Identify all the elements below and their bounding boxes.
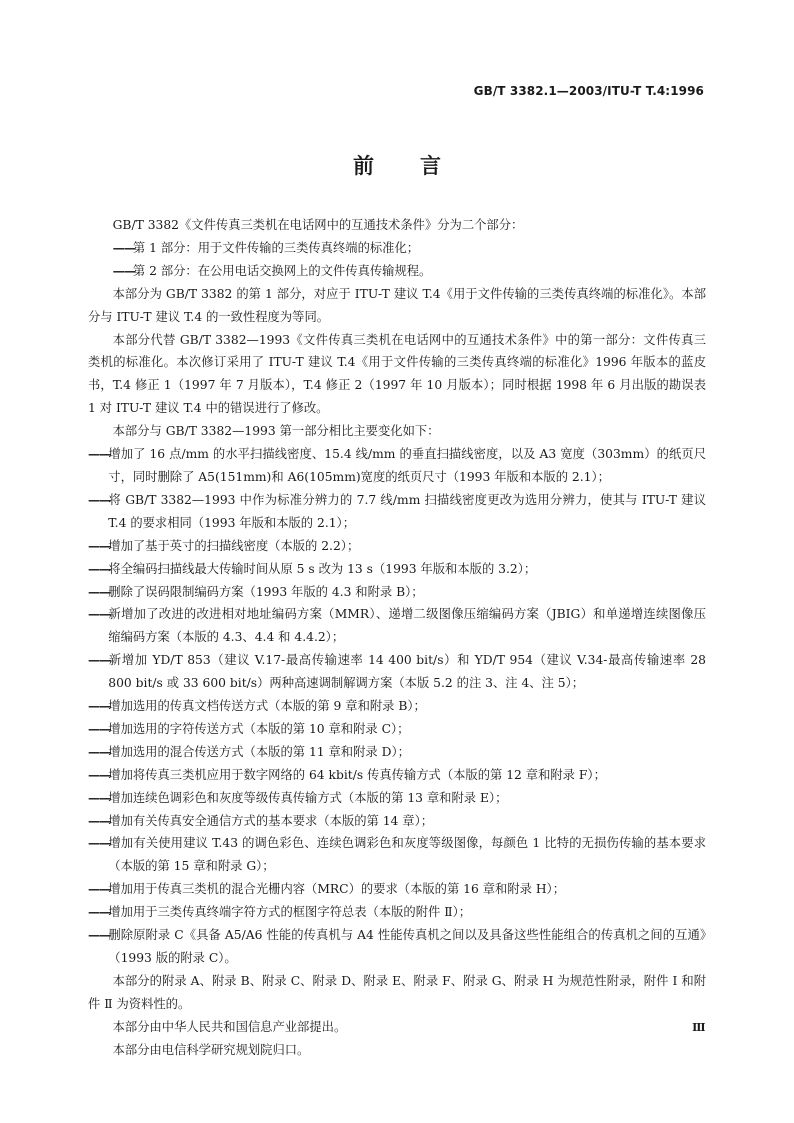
- dash-marker: ——: [88, 537, 111, 553]
- dash-marker: ——: [112, 239, 136, 255]
- foreword-body: [88, 214, 706, 1062]
- responsible-body-paragraph: 本部分由电信科学研究规划院归口。: [112, 1042, 310, 1057]
- change-item-text: 删除了误码限制编码方案（1993 年版的 4.3 和附录 B）；: [108, 584, 424, 599]
- correspondence-paragraph: 本部分为 GB/T 3382 的第 1 部分，对应于 ITU-T 建议 T.4《用于文件传输的三类传真终端的标准化》。本部分与 ITU-T 建议 T.4 的一致性程度为等同。: [88, 286, 706, 324]
- dash-marker: ——: [88, 789, 111, 805]
- change-item-text: 增加选用的混合传送方式（本版的第 11 章和附录 D）；: [108, 744, 410, 759]
- dash-marker: ——: [88, 560, 111, 576]
- dash-marker: ——: [88, 720, 111, 736]
- change-item: [88, 489, 706, 535]
- dash-marker: ——: [88, 446, 111, 462]
- change-item-text: 增加有关传真安全通信方式的基本要求（本版的第 14 章）；: [108, 813, 434, 828]
- change-item: [88, 649, 706, 695]
- page-title: 前言: [353, 154, 487, 178]
- parts-intro: GB/T 3382《文件传真三类机在电话网中的互通技术条件》分为二个部分：: [112, 218, 524, 232]
- dash-marker: ——: [88, 835, 111, 851]
- part-item: [88, 237, 706, 260]
- change-item: [88, 443, 706, 489]
- change-item-text: 增加有关使用建议 T.43 的调色彩色、连续色调彩色和灰度等级图像，每颜色 1 比特的无损伤传输的基本要求（本版的第 15 章和附录 G）；: [108, 836, 706, 874]
- change-item-text: 新增加 YD/T 853（建议 V.17-最高传输速率 14 400 bit/s）和 YD/T 954（建议 V.34-最高传输速率 28 800 bit/s 或 33 600 bit/s）两种高速调制解调方案（本版 5.2 的注 3、注 4、注 5）；: [108, 653, 706, 691]
- page-number: Ⅲ: [692, 1021, 706, 1034]
- dash-marker: ——: [88, 881, 111, 897]
- change-item: [88, 581, 706, 604]
- part-item: [88, 260, 706, 283]
- change-item-text: 增加连续色调彩色和灰度等级传真传输方式（本版的第 13 章和附录 E）；: [108, 790, 508, 805]
- change-item-text: 新增加了改进的改进相对地址编码方案（MMR）、递增二级图像压缩编码方案（JBIG）和单递增连续图像压缩编码方案（本版的 4.3、4.4 和 4.4.2）；: [108, 607, 706, 645]
- dash-marker: ——: [88, 606, 111, 622]
- part-item-text: 第 2 部分：在公用电话交换网上的文件传真传输规程。: [132, 263, 432, 278]
- change-item: [88, 810, 706, 833]
- replacement-paragraph: 本部分代替 GB/T 3382—1993《文件传真三类机在电话网中的互通技术条件》中的第一部分：文件传真三类机的标准化。本次修订采用了 ITU-T 建议 T.4《用于文件传输的三类传真终端的标准化》1996 年版本的蓝皮书，T.4 修正 1（1997 年 7 月版本），T.4 修正 2（1997 年 10 月版本）；同时根据 1998 年 6 月出版的勘误表 1 对 ITU-T 建议 T.4 中的错误进行了修改。: [88, 332, 706, 416]
- change-item-text: 增加了 16 点/mm 的水平扫描线密度、15.4 线/mm 的垂直扫描线密度，以及 A3 宽度（303mm）的纸页尺寸，同时删除了 A5(151mm)和 A6(105mm)宽度的纸页尺寸（1993 年版和本版的 2.1）；: [108, 447, 706, 484]
- dash-marker: ——: [88, 927, 111, 943]
- dash-marker: ——: [88, 698, 111, 714]
- part-item-text: 第 1 部分：用于文件传输的三类传真终端的标准化；: [132, 240, 420, 255]
- proposer-paragraph: 本部分由中华人民共和国信息产业部提出。: [112, 1019, 347, 1034]
- change-item-text: 增加选用的字符传送方式（本版的第 10 章和附录 C）；: [108, 721, 410, 736]
- change-item: [88, 878, 706, 901]
- change-item-text: 将 GB/T 3382—1993 中作为标准分辨力的 7.7 线/mm 扫描线密度更改为选用分辨力，使其与 ITU-T 建议 T.4 的要求相同（1993 年版和本版的 2.1）；: [108, 492, 706, 530]
- change-item-text: 增加用于三类传真终端字符方式的框图字符总表（本版的附件 Ⅱ）；: [108, 905, 472, 920]
- change-item-text: 增加将传真三类机应用于数字网络的 64 kbit/s 传真传输方式（本版的第 12 章和附录 F）；: [108, 767, 606, 782]
- dash-marker: ——: [112, 262, 136, 278]
- change-item-text: 增加了基于英寸的扫描线密度（本版的 2.2）；: [108, 538, 360, 553]
- dash-marker: ——: [88, 766, 111, 782]
- change-item-text: 增加选用的传真文档传送方式（本版的第 9 章和附录 B）；: [108, 699, 426, 714]
- dash-marker: ——: [88, 904, 111, 920]
- standard-number-header: GB/T 3382.1—2003/ITU-T T.4:1996: [473, 84, 704, 98]
- change-item-text: 删除原附录 C《具备 A5/A6 性能的传真机与 A4 性能传真机之间以及具备这些性能组合的传真机之间的互通》（1993 版的附录 C）。: [108, 928, 706, 965]
- change-item: [88, 718, 706, 741]
- change-item: [88, 603, 706, 649]
- dash-marker: ——: [88, 583, 111, 599]
- changes-lead: 本部分与 GB/T 3382—1993 第一部分相比主要变化如下：: [112, 424, 440, 439]
- change-item: [88, 535, 706, 558]
- dash-marker: ——: [88, 652, 111, 668]
- change-item: [88, 901, 706, 924]
- change-item-text: 增加用于传真三类机的混合光栅内容（MRC）的要求（本版的第 16 章和附录 H）；: [108, 882, 565, 897]
- change-item-text: 将全编码扫描线最大传输时间从原 5 s 改为 13 s（1993 年版和本版的 3.2）；: [108, 561, 537, 576]
- change-item: [88, 695, 706, 718]
- change-item: [88, 764, 706, 787]
- change-item: [88, 787, 706, 810]
- dash-marker: ——: [88, 812, 111, 828]
- dash-marker: ——: [88, 743, 111, 759]
- change-item: [88, 558, 706, 581]
- change-item: [88, 741, 706, 764]
- dash-marker: ——: [88, 491, 111, 507]
- annex-status-paragraph: 本部分的附录 A、附录 B、附录 C、附录 D、附录 E、附录 F、附录 G、附录 H 为规范性附录，附件 Ⅰ 和附件 Ⅱ 为资料性的。: [88, 973, 706, 1011]
- change-item: [88, 832, 706, 878]
- change-item: [88, 924, 706, 970]
